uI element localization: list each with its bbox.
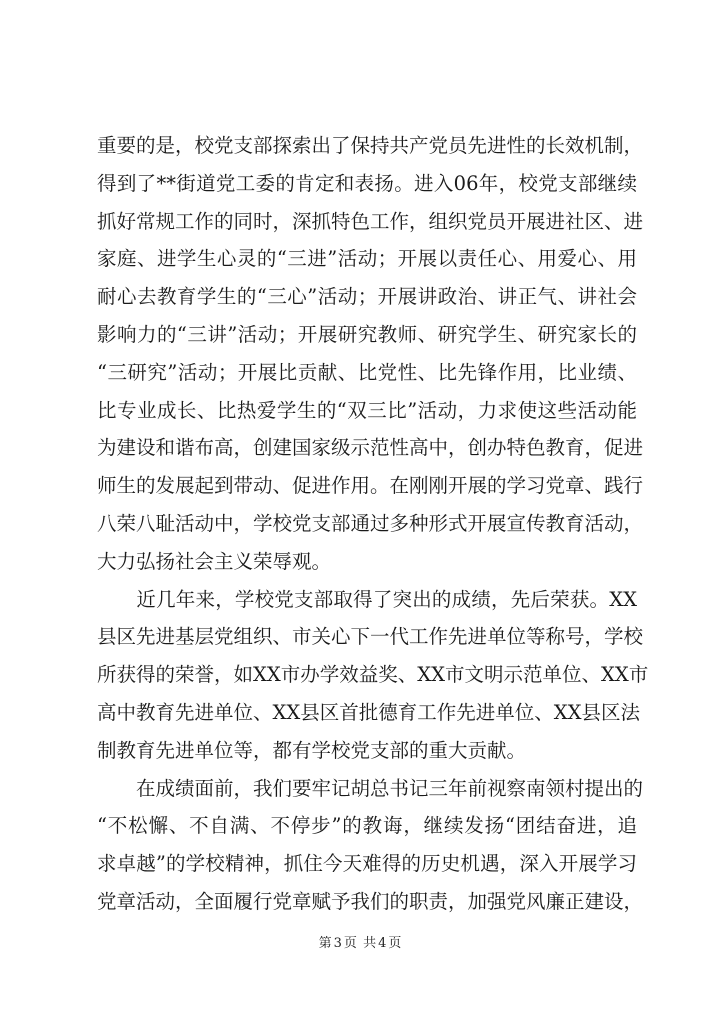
text-line: 大力弘扬社会主义荣辱观。 <box>97 549 332 573</box>
text-line: 在成绩面前，我们要牢记胡总书记三年前视察南领村提出的 <box>97 776 644 800</box>
page-number: 3 <box>333 936 342 951</box>
text-line: 求卓越”的学校精神，抓住今天难得的历史机遇，深入开展学习 <box>97 852 637 876</box>
text-line: “三研究”活动；开展比贡献、比党性、比先锋作用，比业绩、 <box>97 360 637 384</box>
paragraph-1 <box>97 127 644 581</box>
text-line: 高中教育先进单位、XX县区首批德育工作先进单位、XX县区法 <box>97 700 641 724</box>
total-prefix: 共 <box>363 936 377 951</box>
text-line: 师生的发展起到带动、促进作用。在刚刚开展的学习党章、践行 <box>97 474 644 498</box>
text-line: “不松懈、不自满、不停步”的教诲，继续发扬“团结奋进，追 <box>97 814 637 838</box>
paragraph-2 <box>97 581 649 770</box>
total-word: 页 <box>388 936 402 951</box>
text-line: 党章活动，全面履行党章赋予我们的职责，加强党风廉正建设， <box>97 889 644 913</box>
paragraph-3 <box>97 770 644 921</box>
page-prefix: 第 <box>318 936 332 951</box>
total-pages: 4 <box>378 936 387 951</box>
text-line: 抓好常规工作的同时，深抓特色工作，组织党员开展进社区、进 <box>97 209 644 233</box>
text-line: 耐心去教育学生的“三心”活动；开展讲政治、讲正气、讲社会 <box>97 285 637 309</box>
text-line: 制教育先进单位等，都有学校党支部的重大贡献。 <box>97 738 527 762</box>
document-body <box>97 127 649 921</box>
text-line: 近几年来，学校党支部取得了突出的成绩，先后荣获。XX <box>97 587 637 611</box>
text-line: 比专业成长、比热爱学生的“双三比”活动，力求使这些活动能 <box>97 398 637 422</box>
page-footer <box>0 934 720 954</box>
text-line: 所获得的荣誉，如XX市办学效益奖、XX市文明示范单位、XX市 <box>97 663 649 687</box>
text-line: 得到了**街道党工委的肯定和表扬。进入06年，校党支部继续 <box>97 171 637 195</box>
text-line: 家庭、进学生心灵的“三进”活动；开展以责任心、用爱心、用 <box>97 247 637 271</box>
page-word: 页 <box>343 936 357 951</box>
text-line: 县区先进基层党组织、市关心下一代工作先进单位等称号，学校 <box>97 625 644 649</box>
text-line: 为建设和谐布高，创建国家级示范性高中，创办特色教育，促进 <box>97 436 644 460</box>
text-line: 八荣八耻活动中，学校党支部通过多种形式开展宣传教育活动， <box>97 511 644 535</box>
text-line: 影响力的“三讲”活动；开展研究教师、研究学生、研究家长的 <box>97 322 637 346</box>
text-line: 重要的是，校党支部探索出了保持共产党员先进性的长效机制， <box>97 134 644 157</box>
